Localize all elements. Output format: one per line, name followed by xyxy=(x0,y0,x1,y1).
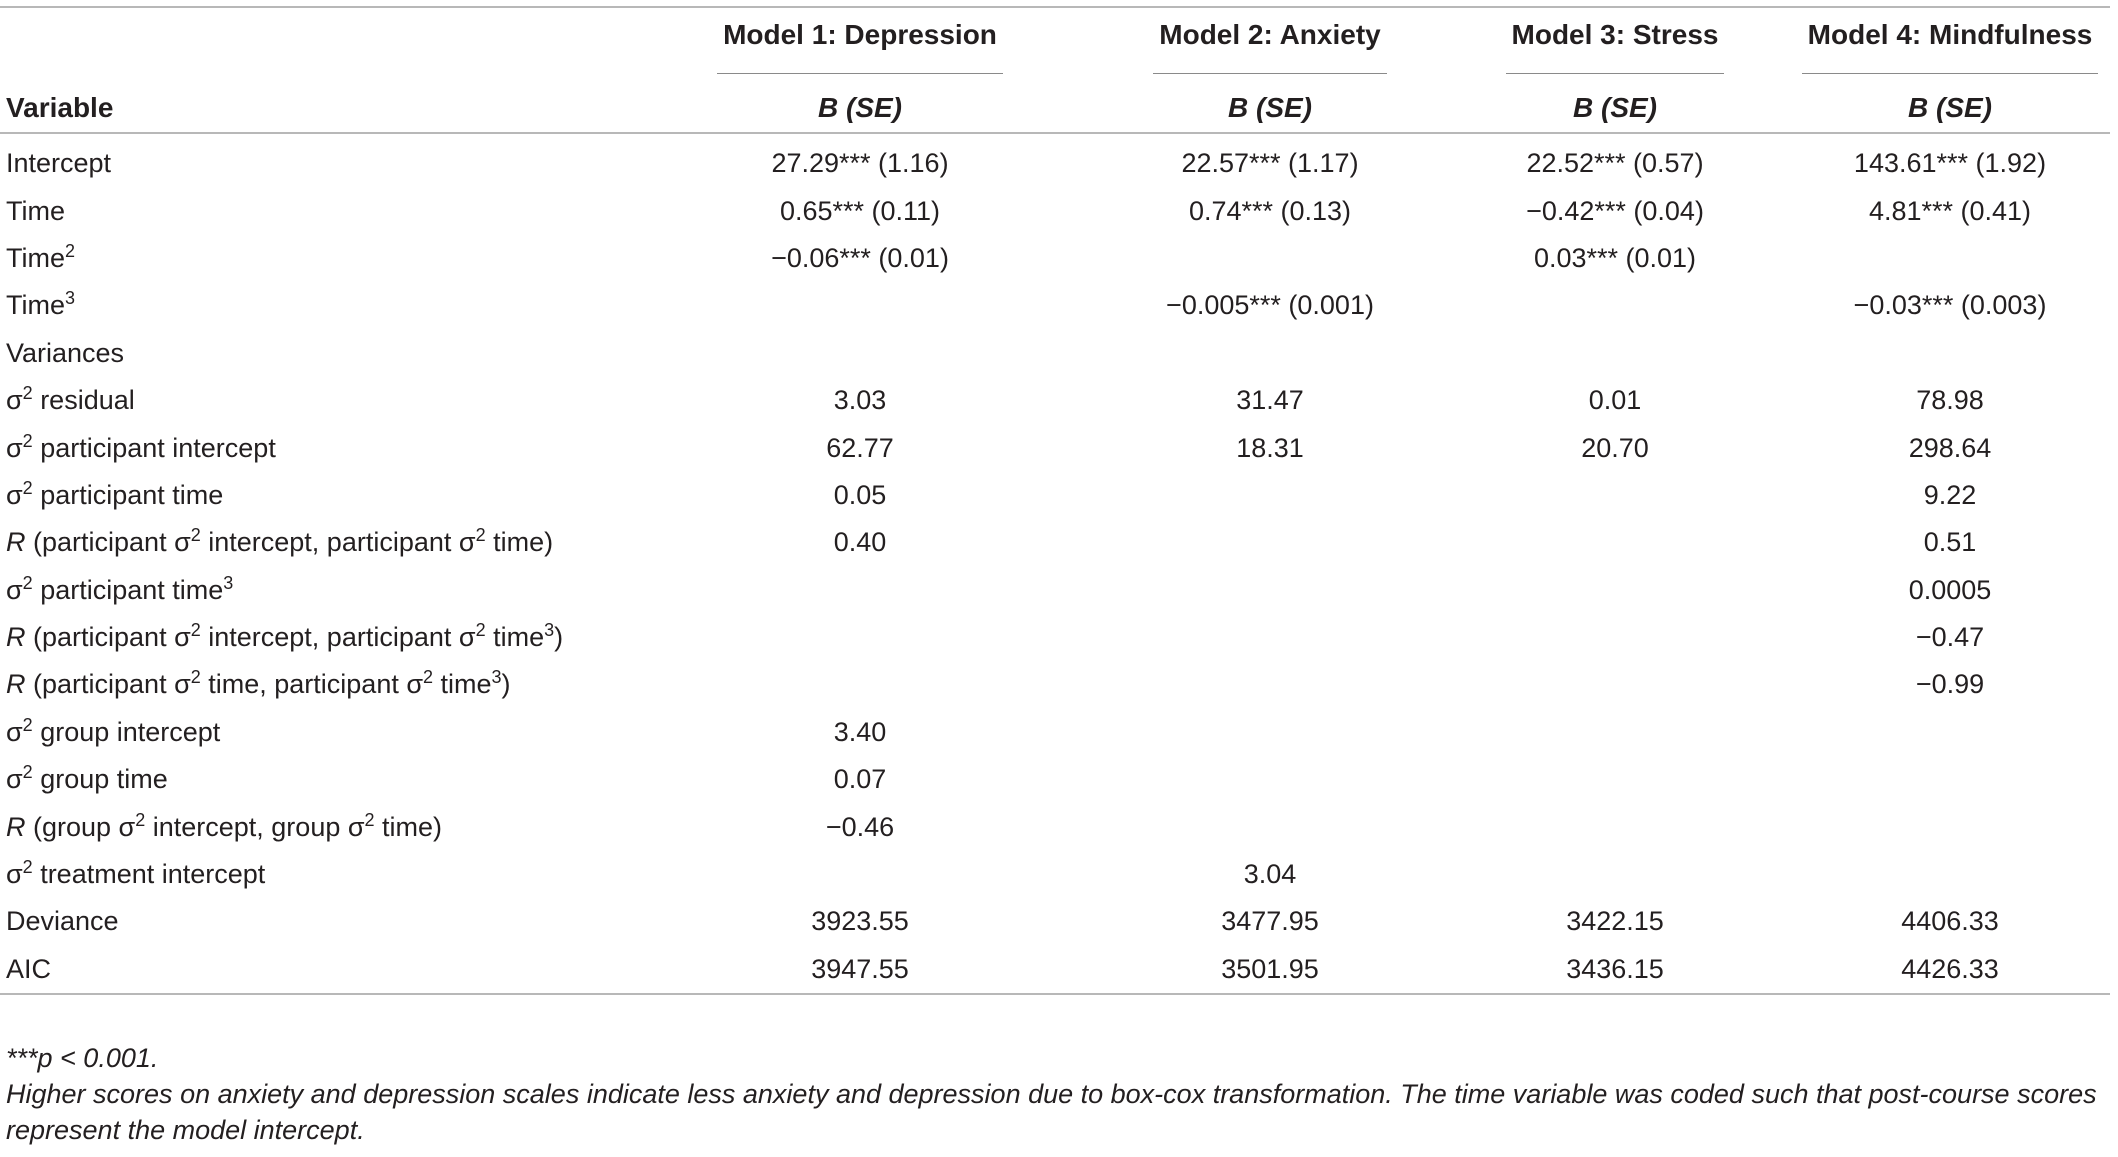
row-label-text: time, participant σ xyxy=(200,669,423,700)
row-label-superscript: 3 xyxy=(223,572,234,593)
cell-model-2: 0.74*** (0.13) xyxy=(1188,195,1352,226)
significance-note: ***p < 0.001. xyxy=(6,1043,159,1073)
row-label xyxy=(0,946,620,994)
row-label-text: σ xyxy=(6,574,23,605)
model-4-header xyxy=(1790,8,2110,84)
row-label xyxy=(0,898,620,945)
variable-column-header: Variable xyxy=(0,84,620,133)
table-row xyxy=(0,614,2110,661)
row-label-text: time xyxy=(433,669,492,700)
table-header xyxy=(0,7,2110,133)
cell-model-4: 4426.33 xyxy=(1790,946,2110,994)
cell-model-1 xyxy=(620,614,1100,661)
row-label xyxy=(0,187,620,234)
table-row xyxy=(0,424,2110,471)
row-label xyxy=(0,424,620,471)
row-label xyxy=(0,377,620,424)
cell-model-1: 0.05 xyxy=(833,479,887,510)
table-row xyxy=(0,330,2110,377)
results-table xyxy=(0,6,2110,995)
cell-model-3 xyxy=(1440,661,1790,708)
row-label-italic: R xyxy=(6,669,26,700)
cell-model-2 xyxy=(1100,661,1440,708)
row-label-superscript: 2 xyxy=(22,714,33,735)
table-row xyxy=(0,133,2110,187)
model-2-subheader: B (SE) xyxy=(1100,84,1440,133)
cell-model-1 xyxy=(620,282,1100,329)
row-label-text: treatment intercept xyxy=(32,859,266,890)
row-label xyxy=(0,614,620,661)
row-label-text: group intercept xyxy=(32,716,221,747)
row-label-text: Deviance xyxy=(6,906,119,937)
row-label-text: participant intercept xyxy=(32,432,276,463)
cell-model-2 xyxy=(1100,235,1440,282)
cell-model-2: 3501.95 xyxy=(1100,946,1440,994)
row-label-superscript: 2 xyxy=(190,620,201,641)
cell-model-2 xyxy=(1100,567,1440,614)
cell-model-2: 22.57*** (1.17) xyxy=(1181,148,1359,179)
cell-model-3: 0.03*** (0.01) xyxy=(1533,242,1697,273)
cell-model-1: 0.07 xyxy=(833,764,887,795)
row-label-text: ) xyxy=(501,669,511,700)
cell-model-1: 3.40 xyxy=(833,716,887,747)
row-label-superscript: 2 xyxy=(22,857,33,878)
row-label-text: σ xyxy=(6,764,23,795)
cell-model-3 xyxy=(1440,614,1790,661)
cell-model-4: −0.99 xyxy=(1915,669,1985,700)
row-label xyxy=(0,330,620,377)
cell-model-1 xyxy=(620,330,1100,377)
row-label-text: ) xyxy=(554,622,564,653)
cell-model-4 xyxy=(1790,851,2110,898)
cell-model-4: 4.81*** (0.41) xyxy=(1868,195,2032,226)
row-label-text: Variances xyxy=(6,337,125,368)
cell-model-1 xyxy=(620,661,1100,708)
row-label-superscript: 2 xyxy=(22,762,33,783)
cell-model-2: 18.31 xyxy=(1236,432,1304,463)
row-label-text: Time xyxy=(6,290,65,321)
row-label-superscript: 2 xyxy=(22,430,33,451)
cell-model-1 xyxy=(620,567,1100,614)
row-label-text: σ xyxy=(6,859,23,890)
row-label-text: time) xyxy=(485,527,554,558)
model-4-title: Model 4: Mindfulness xyxy=(1807,18,2093,50)
cell-model-2: 31.47 xyxy=(1236,385,1304,416)
cell-model-2 xyxy=(1100,756,1440,803)
row-label-text: participant time xyxy=(32,479,224,510)
cell-model-2: −0.005*** (0.001) xyxy=(1166,290,1374,321)
model-1-title: Model 1: Depression xyxy=(723,18,997,50)
table-row xyxy=(0,946,2110,994)
row-label-text: time) xyxy=(374,811,443,842)
row-label xyxy=(0,472,620,519)
table-row xyxy=(0,519,2110,566)
row-label-text: group time xyxy=(32,764,168,795)
row-label xyxy=(0,235,620,282)
cell-model-1: 0.40 xyxy=(833,527,887,558)
row-label-text: (group σ xyxy=(25,811,136,842)
table-row xyxy=(0,282,2110,329)
cell-model-3: 3422.15 xyxy=(1566,906,1664,937)
row-label-text: Intercept xyxy=(6,148,112,179)
table-row xyxy=(0,377,2110,424)
cell-model-2 xyxy=(1100,614,1440,661)
row-label-text: Time xyxy=(6,242,65,273)
row-label-text: (participant σ xyxy=(25,527,191,558)
row-label xyxy=(0,519,620,566)
cell-model-4: 9.22 xyxy=(1923,479,1977,510)
cell-model-4 xyxy=(1790,330,2110,377)
row-label xyxy=(0,756,620,803)
table-notes xyxy=(6,1040,2106,1148)
row-label xyxy=(0,133,620,187)
cell-model-3: −0.42*** (0.04) xyxy=(1526,195,1704,226)
row-label-italic: R xyxy=(6,622,26,653)
row-label-superscript: 2 xyxy=(475,620,486,641)
cell-model-4 xyxy=(1790,235,2110,282)
row-label xyxy=(0,661,620,708)
cell-model-3: 20.70 xyxy=(1581,432,1649,463)
model-4-subheader: B (SE) xyxy=(1790,84,2110,133)
row-label-text: intercept, participant σ xyxy=(200,527,476,558)
row-label-superscript: 3 xyxy=(491,667,502,688)
row-label-text: σ xyxy=(6,432,23,463)
cell-model-2 xyxy=(1100,330,1440,377)
row-label-superscript: 2 xyxy=(22,572,33,593)
row-label-superscript: 2 xyxy=(364,809,375,830)
cell-model-3 xyxy=(1440,567,1790,614)
cell-model-3 xyxy=(1440,282,1790,329)
row-label-text: intercept, participant σ xyxy=(200,622,476,653)
model-1-header xyxy=(620,8,1100,84)
cell-model-4 xyxy=(1790,803,2110,850)
row-label-text: participant time xyxy=(32,574,224,605)
table-row xyxy=(0,851,2110,898)
row-label-superscript: 2 xyxy=(190,667,201,688)
row-label-superscript: 2 xyxy=(135,809,146,830)
cell-model-1: 3947.55 xyxy=(620,946,1100,994)
cell-model-4: 4406.33 xyxy=(1901,906,1999,937)
table-row xyxy=(0,567,2110,614)
cell-model-3: 22.52*** (0.57) xyxy=(1526,148,1704,179)
subheader-row xyxy=(0,84,2110,133)
cell-model-3 xyxy=(1440,851,1790,898)
row-label xyxy=(0,803,620,850)
cell-model-3: 0.01 xyxy=(1588,385,1642,416)
table-row xyxy=(0,661,2110,708)
cell-model-1 xyxy=(620,851,1100,898)
row-label-superscript: 3 xyxy=(544,620,555,641)
row-label-italic: R xyxy=(6,811,26,842)
cell-model-3 xyxy=(1440,519,1790,566)
cell-model-1: 62.77 xyxy=(826,432,894,463)
table-row xyxy=(0,756,2110,803)
row-label-superscript: 2 xyxy=(475,525,486,546)
cell-model-3 xyxy=(1440,472,1790,519)
row-label-text: σ xyxy=(6,716,23,747)
row-label-text: time xyxy=(485,622,545,653)
cell-model-2 xyxy=(1100,519,1440,566)
cell-model-3 xyxy=(1440,756,1790,803)
table-row xyxy=(0,898,2110,945)
row-label xyxy=(0,282,620,329)
row-label-text: σ xyxy=(6,385,23,416)
row-label-text: residual xyxy=(32,385,135,416)
row-label-superscript: 2 xyxy=(65,240,76,261)
model-3-title: Model 3: Stress xyxy=(1511,18,1719,50)
cell-model-1: −0.06*** (0.01) xyxy=(771,242,949,273)
cell-model-4: 0.51 xyxy=(1923,527,1977,558)
cell-model-1: −0.46 xyxy=(825,811,895,842)
cell-model-4 xyxy=(1790,756,2110,803)
cell-model-3: 3436.15 xyxy=(1440,946,1790,994)
row-label-superscript: 3 xyxy=(65,288,76,309)
row-label-superscript: 2 xyxy=(22,477,33,498)
cell-model-2: 3.04 xyxy=(1243,859,1297,890)
cell-model-3 xyxy=(1440,330,1790,377)
cell-model-3 xyxy=(1440,709,1790,756)
cell-model-4: 0.0005 xyxy=(1908,574,1992,605)
row-label xyxy=(0,709,620,756)
table-row xyxy=(0,187,2110,234)
model-3-subheader: B (SE) xyxy=(1440,84,1790,133)
cell-model-1: 3923.55 xyxy=(811,906,909,937)
cell-model-1: 27.29*** (1.16) xyxy=(771,148,949,179)
model-header-row xyxy=(0,8,2110,84)
model-2-title: Model 2: Anxiety xyxy=(1159,18,1381,50)
row-label-text: Time xyxy=(6,195,65,226)
row-label-text: (participant σ xyxy=(25,669,191,700)
table-row xyxy=(0,803,2110,850)
cell-model-4: −0.03*** (0.003) xyxy=(1853,290,2047,321)
model-3-header xyxy=(1440,8,1790,84)
cell-model-1: 3.03 xyxy=(833,385,887,416)
model-1-subheader: B (SE) xyxy=(620,84,1100,133)
row-label xyxy=(0,851,620,898)
table-body xyxy=(0,133,2110,994)
row-label-text: (participant σ xyxy=(25,622,191,653)
table-row xyxy=(0,472,2110,519)
cell-model-2 xyxy=(1100,472,1440,519)
table-row xyxy=(0,235,2110,282)
cell-model-2 xyxy=(1100,709,1440,756)
cell-model-4: 78.98 xyxy=(1916,385,1984,416)
cell-model-4: 298.64 xyxy=(1908,432,1992,463)
cell-model-4: −0.47 xyxy=(1915,622,1985,653)
row-label-text: σ xyxy=(6,479,23,510)
row-label-superscript: 2 xyxy=(423,667,434,688)
cell-model-3 xyxy=(1440,803,1790,850)
row-label-superscript: 2 xyxy=(190,525,201,546)
cell-model-1: 0.65*** (0.11) xyxy=(779,195,941,226)
row-label xyxy=(0,567,620,614)
cell-model-2: 3477.95 xyxy=(1221,906,1319,937)
row-label-text: AIC xyxy=(6,953,52,984)
cell-model-4: 143.61*** (1.92) xyxy=(1853,148,2047,179)
model-2-header xyxy=(1100,8,1440,84)
table-row xyxy=(0,709,2110,756)
explanation-note: Higher scores on anxiety and depression scales indicate less anxiety and depression due to box-cox transformation. The time variable was coded such that post-course scores represent the model intercept. xyxy=(6,1079,2097,1145)
row-label-italic: R xyxy=(6,527,26,558)
row-label-superscript: 2 xyxy=(22,383,33,404)
cell-model-4 xyxy=(1790,709,2110,756)
row-label-text: intercept, group σ xyxy=(145,811,365,842)
cell-model-2 xyxy=(1100,803,1440,850)
